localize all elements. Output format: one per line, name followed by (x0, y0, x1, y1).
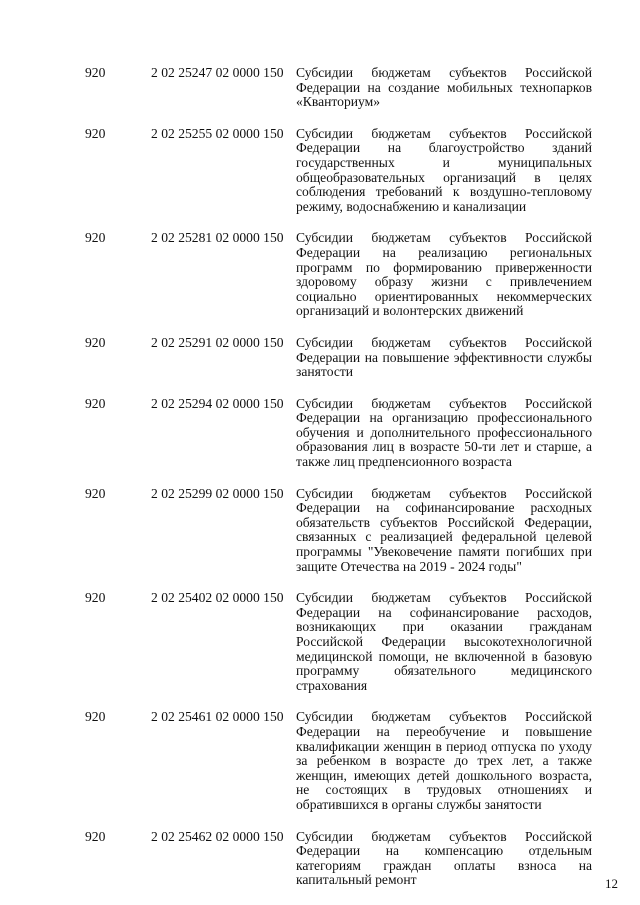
income-description: Субсидии бюджетам субъектов Российской Федерации на реализацию региональных программ по формированию приверженности здоровому образу жизни с привлечением социально ориентированных некоммерческих организаций и волонтерских движений (296, 230, 592, 319)
budget-classification-code: 2 02 25247 02 0000 150 (151, 65, 284, 80)
admin-code: 920 (85, 709, 106, 725)
admin-code: 920 (85, 125, 106, 141)
income-description: Субсидии бюджетам субъектов Российской Федерации на создание мобильных технопарков «Кванториум» (296, 65, 592, 110)
budget-classification-code: 2 02 25402 02 0000 150 (151, 590, 284, 606)
table-row (0, 336, 640, 380)
table-row (0, 66, 640, 110)
income-description: Субсидии бюджетам субъектов Российской Федерации на компенсацию отдельным категориям граждан оплаты взноса на капитальный ремонт (296, 828, 592, 888)
admin-code: 920 (85, 334, 106, 350)
admin-code: 920 (85, 65, 106, 80)
table-row (0, 397, 640, 470)
budget-classification-code: 2 02 25255 02 0000 150 (151, 125, 284, 141)
budget-classification-code: 2 02 25461 02 0000 150 (151, 709, 284, 725)
page-number: 12 (605, 876, 618, 891)
table-row (0, 591, 640, 693)
budget-classification-code: 2 02 25291 02 0000 150 (151, 334, 284, 350)
admin-code: 920 (85, 485, 106, 501)
income-description: Субсидии бюджетам субъектов Российской Федерации на организацию профессионального обучения и дополнительного профессионального образования лиц в возрасте 50-ти лет и старше, а также лиц предпенсионного возраста (296, 395, 592, 470)
budget-classification-code: 2 02 25462 02 0000 150 (151, 828, 284, 844)
table-row (0, 127, 640, 215)
admin-code: 920 (85, 230, 106, 246)
budget-classification-code: 2 02 25294 02 0000 150 (151, 395, 284, 411)
budget-classification-code: 2 02 25281 02 0000 150 (151, 230, 284, 246)
income-description: Субсидии бюджетам субъектов Российской Федерации на благоустройство зданий государственных и муниципальных общеобразовательных организаций в целях соблюдения требований к воздушно-тепловому режиму, водоснабжению и канализации (296, 125, 592, 214)
income-description: Субсидии бюджетам субъектов Российской Федерации на переобучение и повышение квалификации женщин в период отпуска по уходу за ребенком в возрасте до трех лет, а также женщин, имеющих детей дошкольного возраста, не состоящих в трудовых отношениях и обратившихся в органы службы занятости (296, 709, 592, 812)
table-row (0, 487, 640, 575)
table-row (0, 830, 640, 888)
budget-classification-code: 2 02 25299 02 0000 150 (151, 485, 284, 501)
admin-code: 920 (85, 395, 106, 411)
table-row (0, 710, 640, 812)
budget-code-table (0, 66, 640, 905)
admin-code: 920 (85, 828, 106, 844)
income-description: Субсидии бюджетам субъектов Российской Федерации на повышение эффективности службы занятости (296, 334, 592, 380)
admin-code: 920 (85, 590, 106, 606)
income-description: Субсидии бюджетам субъектов Российской Федерации на софинансирование расходов, возникающих при оказании гражданам Российской Федерации высокотехнологичной медицинской помощи, не включенной в базовую программу обязательного медицинского страхования (296, 590, 592, 693)
income-description: Субсидии бюджетам субъектов Российской Федерации на софинансирование расходных обязательств субъектов Российской Федерации, связанных с реализацией федеральной целевой программы "Увековечение памяти погибших при защите Отечества на 2019 - 2024 годы" (296, 485, 592, 574)
table-row (0, 231, 640, 319)
